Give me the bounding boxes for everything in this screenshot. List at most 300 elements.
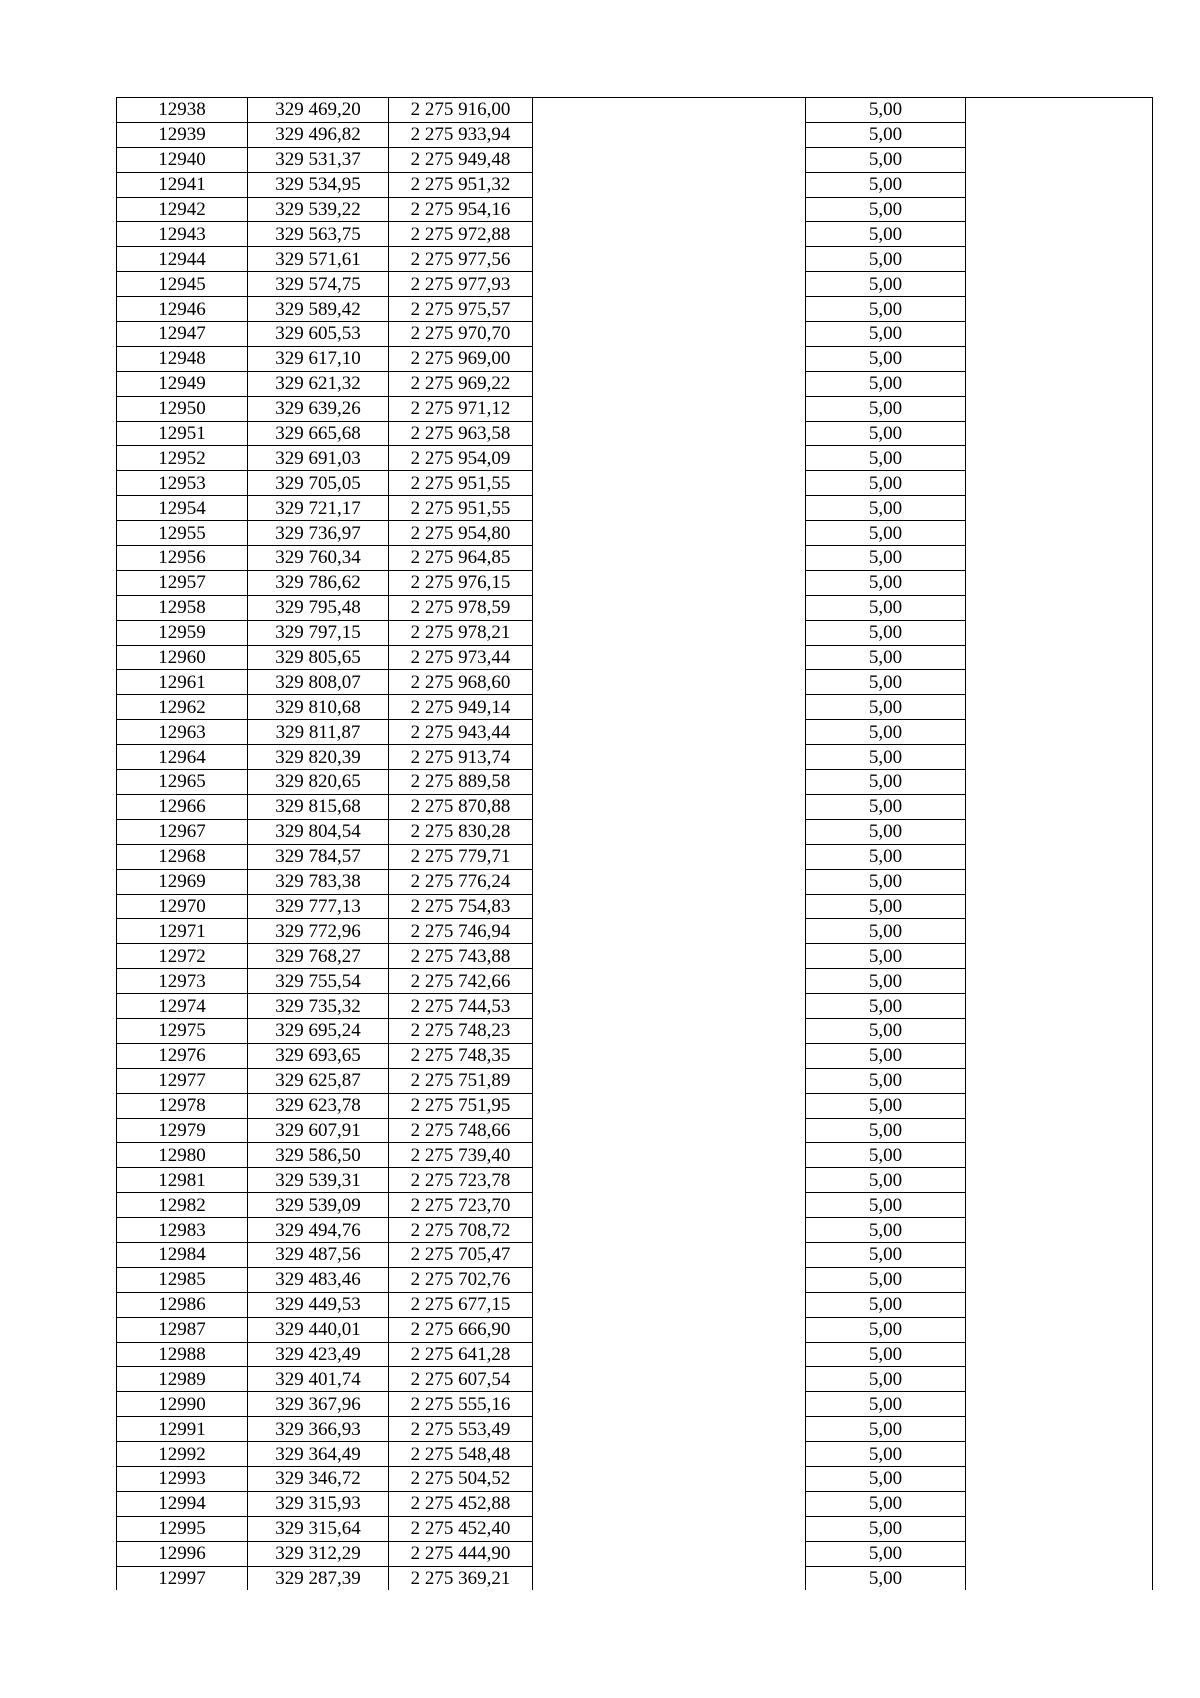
- empty-cell: [533, 297, 806, 322]
- value-cell: 5,00: [806, 346, 966, 371]
- empty-cell: [533, 197, 806, 222]
- empty-cell: [966, 1442, 1153, 1467]
- value-cell: 5,00: [806, 1367, 966, 1392]
- empty-cell: [966, 98, 1153, 123]
- point-number-cell: 12984: [117, 1242, 248, 1267]
- empty-cell: [966, 1143, 1153, 1168]
- x-coordinate-cell: 329 691,03: [248, 446, 389, 471]
- empty-cell: [966, 122, 1153, 147]
- empty-cell: [966, 222, 1153, 247]
- table-row: [117, 1043, 1153, 1068]
- point-number-cell: 12943: [117, 222, 248, 247]
- x-coordinate-cell: 329 531,37: [248, 147, 389, 172]
- empty-cell: [533, 1218, 806, 1243]
- x-coordinate-cell: 329 639,26: [248, 396, 389, 421]
- empty-cell: [533, 695, 806, 720]
- value-cell: 5,00: [806, 1043, 966, 1068]
- value-cell: 5,00: [806, 521, 966, 546]
- y-coordinate-cell: 2 275 452,40: [389, 1516, 533, 1541]
- point-number-cell: 12982: [117, 1193, 248, 1218]
- value-cell: 5,00: [806, 1168, 966, 1193]
- table-row: [117, 1118, 1153, 1143]
- empty-cell: [533, 1417, 806, 1442]
- table-row: [117, 1442, 1153, 1467]
- empty-cell: [533, 322, 806, 347]
- table-row: [117, 969, 1153, 994]
- empty-cell: [533, 1068, 806, 1093]
- x-coordinate-cell: 329 665,68: [248, 421, 389, 446]
- table-row: [117, 1218, 1153, 1243]
- point-number-cell: 12964: [117, 745, 248, 770]
- table-row: [117, 1392, 1153, 1417]
- empty-cell: [533, 1043, 806, 1068]
- table-row: [117, 1541, 1153, 1566]
- point-number-cell: 12989: [117, 1367, 248, 1392]
- y-coordinate-cell: 2 275 963,58: [389, 421, 533, 446]
- value-cell: 5,00: [806, 1242, 966, 1267]
- point-number-cell: 12966: [117, 794, 248, 819]
- x-coordinate-cell: 329 755,54: [248, 969, 389, 994]
- x-coordinate-cell: 329 625,87: [248, 1068, 389, 1093]
- table-row: [117, 570, 1153, 595]
- value-cell: 5,00: [806, 1442, 966, 1467]
- empty-cell: [533, 770, 806, 795]
- x-coordinate-cell: 329 401,74: [248, 1367, 389, 1392]
- y-coordinate-cell: 2 275 641,28: [389, 1342, 533, 1367]
- empty-cell: [966, 1018, 1153, 1043]
- value-cell: 5,00: [806, 1566, 966, 1590]
- point-number-cell: 12971: [117, 919, 248, 944]
- table-body: [117, 98, 1153, 1591]
- x-coordinate-cell: 329 586,50: [248, 1143, 389, 1168]
- value-cell: 5,00: [806, 1317, 966, 1342]
- x-coordinate-cell: 329 786,62: [248, 570, 389, 595]
- point-number-cell: 12991: [117, 1417, 248, 1442]
- point-number-cell: 12967: [117, 819, 248, 844]
- point-number-cell: 12961: [117, 670, 248, 695]
- empty-cell: [966, 1193, 1153, 1218]
- y-coordinate-cell: 2 275 746,94: [389, 919, 533, 944]
- table-row: [117, 346, 1153, 371]
- point-number-cell: 12963: [117, 720, 248, 745]
- y-coordinate-cell: 2 275 739,40: [389, 1143, 533, 1168]
- empty-cell: [966, 172, 1153, 197]
- x-coordinate-cell: 329 364,49: [248, 1442, 389, 1467]
- value-cell: 5,00: [806, 247, 966, 272]
- y-coordinate-cell: 2 275 949,14: [389, 695, 533, 720]
- empty-cell: [533, 819, 806, 844]
- value-cell: 5,00: [806, 1018, 966, 1043]
- empty-cell: [533, 1193, 806, 1218]
- empty-cell: [966, 844, 1153, 869]
- empty-cell: [966, 1242, 1153, 1267]
- x-coordinate-cell: 329 346,72: [248, 1466, 389, 1491]
- y-coordinate-cell: 2 275 548,48: [389, 1442, 533, 1467]
- y-coordinate-cell: 2 275 970,70: [389, 322, 533, 347]
- point-number-cell: 12948: [117, 346, 248, 371]
- point-number-cell: 12946: [117, 297, 248, 322]
- table-row: [117, 1516, 1153, 1541]
- table-row: [117, 546, 1153, 571]
- point-number-cell: 12953: [117, 471, 248, 496]
- table-row: [117, 670, 1153, 695]
- value-cell: 5,00: [806, 794, 966, 819]
- point-number-cell: 12992: [117, 1442, 248, 1467]
- table-row: [117, 322, 1153, 347]
- x-coordinate-cell: 329 621,32: [248, 371, 389, 396]
- x-coordinate-cell: 329 487,56: [248, 1242, 389, 1267]
- empty-cell: [533, 1491, 806, 1516]
- empty-cell: [966, 1043, 1153, 1068]
- empty-cell: [533, 570, 806, 595]
- point-number-cell: 12962: [117, 695, 248, 720]
- table-row: [117, 371, 1153, 396]
- value-cell: 5,00: [806, 172, 966, 197]
- empty-cell: [966, 1491, 1153, 1516]
- empty-cell: [533, 521, 806, 546]
- value-cell: 5,00: [806, 471, 966, 496]
- empty-cell: [966, 720, 1153, 745]
- empty-cell: [966, 322, 1153, 347]
- empty-cell: [966, 371, 1153, 396]
- table-row: [117, 645, 1153, 670]
- empty-cell: [966, 297, 1153, 322]
- value-cell: 5,00: [806, 894, 966, 919]
- point-number-cell: 12977: [117, 1068, 248, 1093]
- x-coordinate-cell: 329 571,61: [248, 247, 389, 272]
- x-coordinate-cell: 329 705,05: [248, 471, 389, 496]
- y-coordinate-cell: 2 275 972,88: [389, 222, 533, 247]
- table-row: [117, 98, 1153, 123]
- table-row: [117, 496, 1153, 521]
- empty-cell: [533, 720, 806, 745]
- value-cell: 5,00: [806, 421, 966, 446]
- table-row: [117, 147, 1153, 172]
- point-number-cell: 12986: [117, 1292, 248, 1317]
- table-row: [117, 272, 1153, 297]
- value-cell: 5,00: [806, 396, 966, 421]
- empty-cell: [533, 98, 806, 123]
- value-cell: 5,00: [806, 272, 966, 297]
- empty-cell: [533, 869, 806, 894]
- empty-cell: [966, 1466, 1153, 1491]
- y-coordinate-cell: 2 275 870,88: [389, 794, 533, 819]
- table-row: [117, 172, 1153, 197]
- empty-cell: [533, 670, 806, 695]
- point-number-cell: 12947: [117, 322, 248, 347]
- empty-cell: [966, 595, 1153, 620]
- x-coordinate-cell: 329 367,96: [248, 1392, 389, 1417]
- x-coordinate-cell: 329 820,65: [248, 770, 389, 795]
- empty-cell: [966, 944, 1153, 969]
- empty-cell: [533, 1168, 806, 1193]
- empty-cell: [533, 172, 806, 197]
- x-coordinate-cell: 329 589,42: [248, 297, 389, 322]
- table-row: [117, 794, 1153, 819]
- x-coordinate-cell: 329 440,01: [248, 1317, 389, 1342]
- table-row: [117, 1018, 1153, 1043]
- table-row: [117, 944, 1153, 969]
- empty-cell: [533, 1392, 806, 1417]
- value-cell: 5,00: [806, 1143, 966, 1168]
- table-row: [117, 1417, 1153, 1442]
- value-cell: 5,00: [806, 595, 966, 620]
- value-cell: 5,00: [806, 322, 966, 347]
- empty-cell: [966, 695, 1153, 720]
- x-coordinate-cell: 329 449,53: [248, 1292, 389, 1317]
- table-row: [117, 421, 1153, 446]
- y-coordinate-cell: 2 275 751,95: [389, 1093, 533, 1118]
- table-row: [117, 1068, 1153, 1093]
- x-coordinate-cell: 329 736,97: [248, 521, 389, 546]
- empty-cell: [966, 645, 1153, 670]
- y-coordinate-cell: 2 275 977,93: [389, 272, 533, 297]
- table-row: [117, 1466, 1153, 1491]
- x-coordinate-cell: 329 777,13: [248, 894, 389, 919]
- point-number-cell: 12960: [117, 645, 248, 670]
- x-coordinate-cell: 329 496,82: [248, 122, 389, 147]
- y-coordinate-cell: 2 275 976,15: [389, 570, 533, 595]
- x-coordinate-cell: 329 784,57: [248, 844, 389, 869]
- y-coordinate-cell: 2 275 666,90: [389, 1317, 533, 1342]
- value-cell: 5,00: [806, 371, 966, 396]
- empty-cell: [966, 197, 1153, 222]
- x-coordinate-cell: 329 783,38: [248, 869, 389, 894]
- empty-cell: [966, 521, 1153, 546]
- empty-cell: [533, 471, 806, 496]
- empty-cell: [966, 1218, 1153, 1243]
- x-coordinate-cell: 329 693,65: [248, 1043, 389, 1068]
- x-coordinate-cell: 329 534,95: [248, 172, 389, 197]
- y-coordinate-cell: 2 275 748,35: [389, 1043, 533, 1068]
- point-number-cell: 12939: [117, 122, 248, 147]
- empty-cell: [966, 1541, 1153, 1566]
- y-coordinate-cell: 2 275 978,21: [389, 620, 533, 645]
- empty-cell: [966, 1292, 1153, 1317]
- y-coordinate-cell: 2 275 916,00: [389, 98, 533, 123]
- x-coordinate-cell: 329 805,65: [248, 645, 389, 670]
- value-cell: 5,00: [806, 197, 966, 222]
- y-coordinate-cell: 2 275 971,12: [389, 396, 533, 421]
- y-coordinate-cell: 2 275 776,24: [389, 869, 533, 894]
- empty-cell: [533, 396, 806, 421]
- y-coordinate-cell: 2 275 969,22: [389, 371, 533, 396]
- table-row: [117, 1342, 1153, 1367]
- empty-cell: [966, 819, 1153, 844]
- value-cell: 5,00: [806, 620, 966, 645]
- empty-cell: [966, 570, 1153, 595]
- point-number-cell: 12944: [117, 247, 248, 272]
- empty-cell: [533, 794, 806, 819]
- y-coordinate-cell: 2 275 743,88: [389, 944, 533, 969]
- table-row: [117, 819, 1153, 844]
- table-row: [117, 770, 1153, 795]
- empty-cell: [966, 745, 1153, 770]
- y-coordinate-cell: 2 275 779,71: [389, 844, 533, 869]
- x-coordinate-cell: 329 607,91: [248, 1118, 389, 1143]
- table-row: [117, 1168, 1153, 1193]
- empty-cell: [966, 1068, 1153, 1093]
- value-cell: 5,00: [806, 695, 966, 720]
- table-row: [117, 1093, 1153, 1118]
- point-number-cell: 12997: [117, 1566, 248, 1590]
- x-coordinate-cell: 329 797,15: [248, 620, 389, 645]
- empty-cell: [966, 670, 1153, 695]
- empty-cell: [966, 794, 1153, 819]
- y-coordinate-cell: 2 275 723,70: [389, 1193, 533, 1218]
- y-coordinate-cell: 2 275 702,76: [389, 1267, 533, 1292]
- empty-cell: [533, 620, 806, 645]
- empty-cell: [966, 346, 1153, 371]
- value-cell: 5,00: [806, 222, 966, 247]
- value-cell: 5,00: [806, 1068, 966, 1093]
- y-coordinate-cell: 2 275 954,16: [389, 197, 533, 222]
- point-number-cell: 12978: [117, 1093, 248, 1118]
- point-number-cell: 12945: [117, 272, 248, 297]
- empty-cell: [966, 994, 1153, 1019]
- x-coordinate-cell: 329 820,39: [248, 745, 389, 770]
- y-coordinate-cell: 2 275 708,72: [389, 1218, 533, 1243]
- y-coordinate-cell: 2 275 964,85: [389, 546, 533, 571]
- point-number-cell: 12990: [117, 1392, 248, 1417]
- x-coordinate-cell: 329 772,96: [248, 919, 389, 944]
- empty-cell: [966, 272, 1153, 297]
- empty-cell: [966, 919, 1153, 944]
- table-row: [117, 919, 1153, 944]
- empty-cell: [966, 147, 1153, 172]
- point-number-cell: 12954: [117, 496, 248, 521]
- value-cell: 5,00: [806, 1466, 966, 1491]
- empty-cell: [533, 969, 806, 994]
- empty-cell: [533, 1242, 806, 1267]
- point-number-cell: 12956: [117, 546, 248, 571]
- empty-cell: [533, 272, 806, 297]
- table-row: [117, 844, 1153, 869]
- point-number-cell: 12955: [117, 521, 248, 546]
- x-coordinate-cell: 329 721,17: [248, 496, 389, 521]
- value-cell: 5,00: [806, 446, 966, 471]
- y-coordinate-cell: 2 275 607,54: [389, 1367, 533, 1392]
- table-row: [117, 446, 1153, 471]
- empty-cell: [533, 919, 806, 944]
- point-number-cell: 12974: [117, 994, 248, 1019]
- x-coordinate-cell: 329 287,39: [248, 1566, 389, 1590]
- y-coordinate-cell: 2 275 954,80: [389, 521, 533, 546]
- empty-cell: [533, 1143, 806, 1168]
- table-row: [117, 197, 1153, 222]
- y-coordinate-cell: 2 275 748,23: [389, 1018, 533, 1043]
- table-row: [117, 1267, 1153, 1292]
- table-row: [117, 1317, 1153, 1342]
- table-row: [117, 1367, 1153, 1392]
- empty-cell: [966, 1342, 1153, 1367]
- y-coordinate-cell: 2 275 553,49: [389, 1417, 533, 1442]
- point-number-cell: 12942: [117, 197, 248, 222]
- table-row: [117, 695, 1153, 720]
- table-row: [117, 620, 1153, 645]
- x-coordinate-cell: 329 811,87: [248, 720, 389, 745]
- x-coordinate-cell: 329 366,93: [248, 1417, 389, 1442]
- x-coordinate-cell: 329 563,75: [248, 222, 389, 247]
- empty-cell: [533, 546, 806, 571]
- table-row: [117, 894, 1153, 919]
- empty-cell: [533, 994, 806, 1019]
- empty-cell: [533, 1466, 806, 1491]
- y-coordinate-cell: 2 275 954,09: [389, 446, 533, 471]
- empty-cell: [966, 869, 1153, 894]
- x-coordinate-cell: 329 804,54: [248, 819, 389, 844]
- value-cell: 5,00: [806, 1491, 966, 1516]
- point-number-cell: 12976: [117, 1043, 248, 1068]
- y-coordinate-cell: 2 275 951,32: [389, 172, 533, 197]
- point-number-cell: 12965: [117, 770, 248, 795]
- y-coordinate-cell: 2 275 369,21: [389, 1566, 533, 1590]
- point-number-cell: 12940: [117, 147, 248, 172]
- x-coordinate-cell: 329 539,09: [248, 1193, 389, 1218]
- x-coordinate-cell: 329 539,22: [248, 197, 389, 222]
- x-coordinate-cell: 329 815,68: [248, 794, 389, 819]
- value-cell: 5,00: [806, 745, 966, 770]
- empty-cell: [966, 1516, 1153, 1541]
- value-cell: 5,00: [806, 869, 966, 894]
- point-number-cell: 12993: [117, 1466, 248, 1491]
- value-cell: 5,00: [806, 1093, 966, 1118]
- y-coordinate-cell: 2 275 452,88: [389, 1491, 533, 1516]
- value-cell: 5,00: [806, 944, 966, 969]
- value-cell: 5,00: [806, 819, 966, 844]
- empty-cell: [533, 1118, 806, 1143]
- table-row: [117, 1193, 1153, 1218]
- empty-cell: [533, 421, 806, 446]
- point-number-cell: 12981: [117, 1168, 248, 1193]
- empty-cell: [533, 894, 806, 919]
- x-coordinate-cell: 329 315,64: [248, 1516, 389, 1541]
- table-row: [117, 247, 1153, 272]
- empty-cell: [533, 745, 806, 770]
- empty-cell: [966, 969, 1153, 994]
- point-number-cell: 12959: [117, 620, 248, 645]
- empty-cell: [533, 1292, 806, 1317]
- value-cell: 5,00: [806, 147, 966, 172]
- value-cell: 5,00: [806, 994, 966, 1019]
- x-coordinate-cell: 329 423,49: [248, 1342, 389, 1367]
- value-cell: 5,00: [806, 1541, 966, 1566]
- point-number-cell: 12980: [117, 1143, 248, 1168]
- value-cell: 5,00: [806, 1516, 966, 1541]
- x-coordinate-cell: 329 315,93: [248, 1491, 389, 1516]
- empty-cell: [966, 620, 1153, 645]
- y-coordinate-cell: 2 275 504,52: [389, 1466, 533, 1491]
- point-number-cell: 12958: [117, 595, 248, 620]
- empty-cell: [533, 446, 806, 471]
- empty-cell: [966, 1367, 1153, 1392]
- x-coordinate-cell: 329 808,07: [248, 670, 389, 695]
- point-number-cell: 12979: [117, 1118, 248, 1143]
- x-coordinate-cell: 329 795,48: [248, 595, 389, 620]
- point-number-cell: 12941: [117, 172, 248, 197]
- empty-cell: [966, 421, 1153, 446]
- coordinates-table: [116, 97, 1153, 1590]
- y-coordinate-cell: 2 275 751,89: [389, 1068, 533, 1093]
- y-coordinate-cell: 2 275 830,28: [389, 819, 533, 844]
- value-cell: 5,00: [806, 98, 966, 123]
- value-cell: 5,00: [806, 670, 966, 695]
- point-number-cell: 12985: [117, 1267, 248, 1292]
- table-row: [117, 521, 1153, 546]
- empty-cell: [966, 546, 1153, 571]
- empty-cell: [533, 496, 806, 521]
- x-coordinate-cell: 329 605,53: [248, 322, 389, 347]
